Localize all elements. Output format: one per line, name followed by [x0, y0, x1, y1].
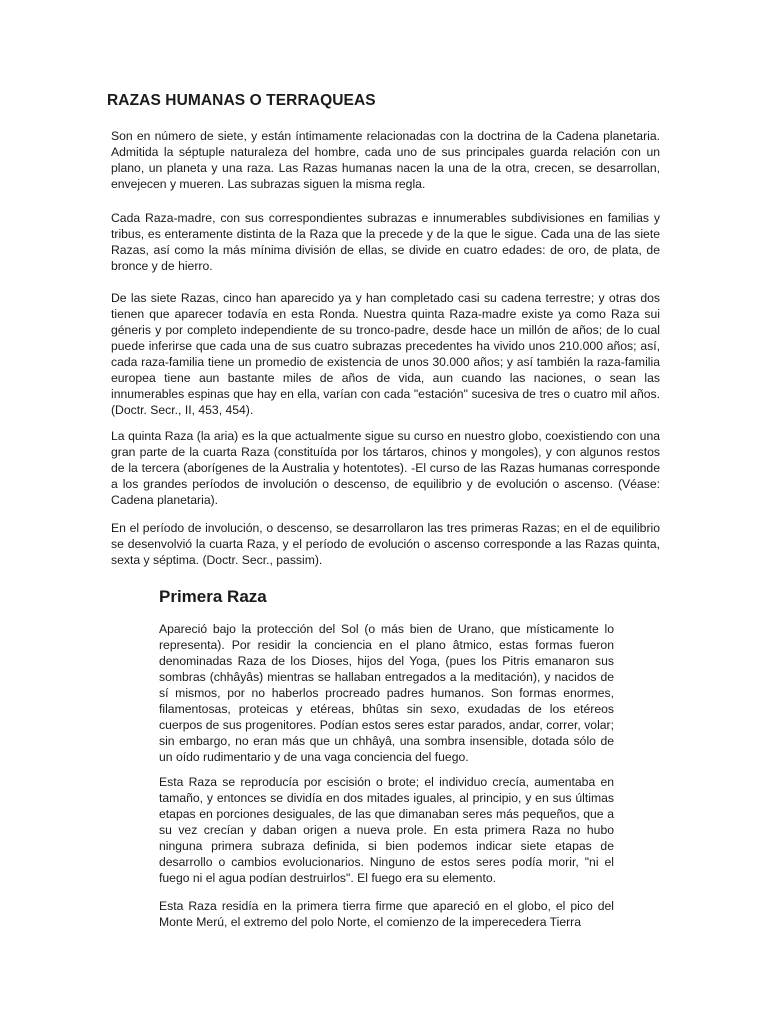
paragraph-primera-raza-origen: Apareció bajo la protección del Sol (o más bien de Urano, que místicamente lo representa). Por residir la conciencia en el plano âtmico, estas formas fueron denominadas Raza de los Dioses, hijos del Yoga, (pues los Pitris emanaron sus sombras (chhâyâs) mientras se hallaban entregados a la meditación), y nacidos de sí mismos, por no haberlos procreado padres humanos. Son formas enormes, filamentosas, proteicas y etéreas, bhûtas sin sexo, exudadas de los etéreos cuerpos de sus progenitores. Podían estos seres estar parados, andar, correr, volar; sin embargo, no eran más que un chhâyâ, una sombra insensible, dotada sólo de un oído rudimentario y de una vaga conciencia del fuego. [159, 622, 614, 764]
paragraph-involucion: En el período de involución, o descenso, se desarrollaron las tres primeras Razas; en el de equilibrio se desenvolvió la cuarta Raza, y el período de evolución o ascenso corresponde a las Razas quinta, sexta y séptima. (Doctr. Secr., passim). [111, 521, 660, 567]
paragraph-quinta-raza: La quinta Raza (la aria) es la que actualmente sigue su curso en nuestro globo, coexistiendo con una gran parte de la cuarta Raza (constituída por los tártaros, chinos y mongoles), y con algunos restos de la tercera (aborígenes de la Australia y hotentotes). -El curso de las Razas humanas corresponde a los grandes períodos de involución o descenso, de equilibrio y de evolución o ascenso. (Véase: Cadena planetaria). [111, 429, 660, 507]
section-heading-primera-raza: Primera Raza [159, 587, 267, 606]
paragraph-primera-raza-reproduccion: Esta Raza se reproducía por escisión o brote; el individuo crecía, aumentaba en tamaño, y entonces se dividía en dos mitades iguales, al principio, y en sus últimas etapas en porciones desiguales, de las que dimanaban seres más pequeños, que a su vez crecían y daban origen a nueva prole. En esta primera Raza no hubo ninguna primera subraza definida, si bien podemos indicar siete etapas de desarrollo o cambios evolucionarios. Ninguno de estos seres podía morir, "ni el fuego ni el agua podían destruirlos". El fuego era su elemento. [159, 775, 614, 885]
paragraph-cadena-planetaria: Son en número de siete, y están íntimamente relacionadas con la doctrina de la Cadena planetaria. Admitida la séptuple naturaleza del hombre, cada uno de sus principales guarda relación con un plano, un planeta y una raza. Las Razas humanas nacen la una de la otra, crecen, se desarrollan, envejecen y mueren. Las subrazas siguen la misma regla. [111, 129, 660, 191]
document-title: RAZAS HUMANAS O TERRAQUEAS [107, 92, 376, 109]
paragraph-siete-razas: De las siete Razas, cinco han aparecido ya y han completado casi su cadena terrestre; y otras dos tienen que aparecer todavía en esta Ronda. Nuestra quinta Raza-madre existe ya como Raza sui géneris y por completo independiente de su tronco-padre, desde hace un millón de años; de lo cual puede inferirse que cada una de sus cuatro subrazas precedentes ha vivido unos 210.000 años; así, cada raza-familia tiene un promedio de existencia de unos 30.000 años; y así también la raza-familia europea tiene aun bastante miles de años de vida, aun cuando las naciones, o sean las innumerables espinas que hay en ella, varían con cada "estación" sucesiva de tres o cuatro mil años. (Doctr. Secr., II, 453, 454). [111, 291, 660, 417]
paragraph-primera-raza-residencia: Esta Raza residía en la primera tierra firme que apareció en el globo, el pico del Monte Merú, el extremo del polo Norte, el comienzo de la imperecedera Tierra [159, 899, 614, 929]
paragraph-raza-madre: Cada Raza-madre, con sus correspondientes subrazas e innumerables subdivisiones en familias y tribus, es enteramente distinta de la Raza que la precede y de la que le sigue. Cada una de las siete Razas, así como la más mínima división de ellas, se divide en cuatro edades: de oro, de plata, de bronce y de hierro. [111, 211, 660, 273]
